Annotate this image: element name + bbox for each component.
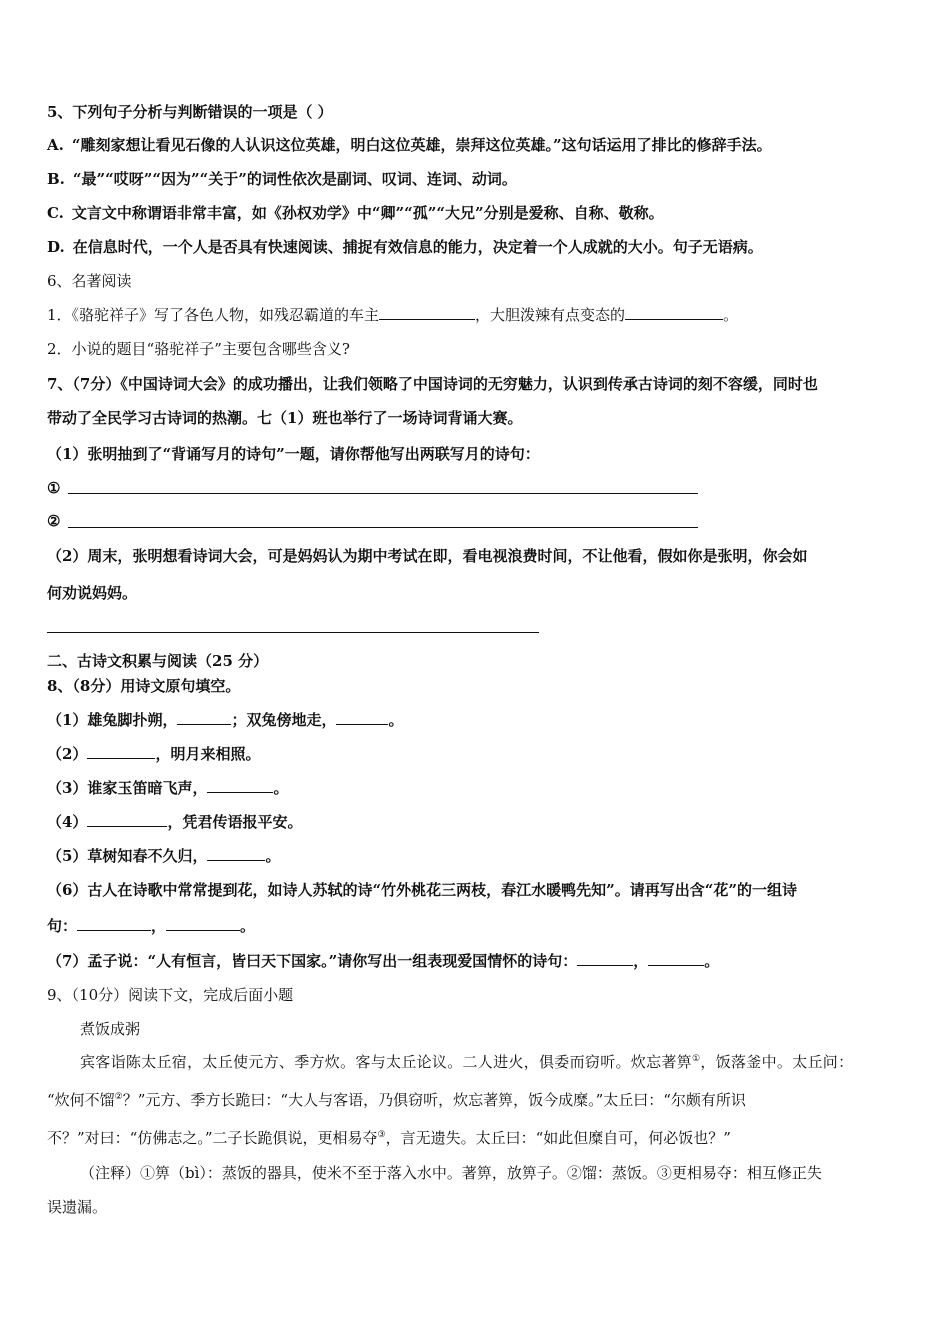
section2-title: 二、古诗文积累与阅读（25 分） [47,652,269,670]
q5-option-a: A. “雕刻家想让看见石像的人认识这位英雄，明白这位英雄，崇拜这位英雄。”这句话运用了排比的修辞手法。 [47,136,772,154]
answer-blank[interactable] [336,709,388,725]
q7-sub2-line2: 何劝说妈妈。 [47,584,138,602]
q5-option-c: C. 文言文中称谓语非常丰富，如《孙权劝学》中“卿”“孤”“大兄”分别是爱称、自称、敬称。 [47,204,664,222]
q6-stem: 6、名著阅读 [47,272,132,290]
q8-item7: （7）孟子说：“人有恒言，皆曰天下国家。”请你写出一组表现爱国情怀的诗句： ， 。 [47,952,720,970]
answer-line[interactable] [68,527,698,528]
q6-item1: 1．《骆驼祥子》写了各色人物，如残忍霸道的车主 ，大胆泼辣有点变态的 。 [47,306,739,324]
q8-item6-line2: 句： ， 。 [47,917,256,935]
q8-item1: （1）雄兔脚扑朔， ；双兔傍地走， 。 [47,711,404,729]
answer-blank[interactable] [207,777,273,793]
answer-blank[interactable] [207,845,265,861]
answer-line[interactable] [68,493,698,494]
q7-line1: 7、（7分）《中国诗词大会》的成功播出，让我们领略了中国诗词的无穷魅力，认识到传承古诗词的刻不容缓，同时也 [47,375,818,393]
q8-item2: （2） ，明月来相照。 [47,745,261,763]
q9-note-line2: 误遗漏。 [47,1198,108,1216]
answer-blank[interactable] [625,304,723,320]
q8-item4: （4） ，凭君传语报平安。 [47,813,303,831]
answer-blank[interactable] [648,950,704,966]
answer-blank[interactable] [577,950,633,966]
q7-sub2-line1: （2）周末，张明想看诗词大会，可是妈妈认为期中考试在即，看电视浪费时间，不让他看，假如你是张明，你会如 [47,547,808,565]
answer-blank[interactable] [87,743,155,759]
answer-blank[interactable] [166,915,240,931]
q5-stem: 5、下列句子分析与判断错误的一项是（ ） [47,103,333,121]
q7-line2: 带动了全民学习古诗词的热潮。七（1）班也举行了一场诗词背诵大赛。 [47,409,523,427]
answer-line[interactable] [47,632,539,633]
q9-para3: 不？”对曰：“仿佛志之。”二子长跪俱说，更相易夺③，言无遗失。太丘曰：“如此但糜自可，何必饭也？” [47,1129,731,1147]
q8-item3: （3）谁家玉笛暗飞声， 。 [47,779,289,797]
q7-sub1: （1）张明抽到了“背诵写月的诗句”一题，请你帮他写出两联写月的诗句： [47,445,540,463]
answer-blank[interactable] [87,811,167,827]
q8-item6-line1: （6）古人在诗歌中常常提到花，如诗人苏轼的诗“竹外桃花三两枝，春江水暖鸭先知”。请再写出含“花”的一组诗 [47,881,797,899]
answer-blank[interactable] [177,709,231,725]
q8-item5: （5）草树知春不久归， 。 [47,847,281,865]
q9-title: 煮饭成粥 [80,1020,141,1038]
answer-blank[interactable] [379,304,475,320]
q6-item2: 2．小说的题目“骆驼祥子”主要包含哪些含义? [47,340,350,358]
q9-para2: “炊何不馏②？”元方、季方长跪曰：“大人与客语，乃俱窃听，炊忘著箅，饭今成糜。”太丘曰：“尔颇有所识 [47,1091,746,1109]
q7-circle1-label: ① [47,479,61,497]
q9-stem: 9、（10分）阅读下文，完成后面小题 [47,986,294,1004]
answer-blank[interactable] [77,915,151,931]
q7-circle2-label: ② [47,512,61,530]
q9-para1: 宾客诣陈太丘宿，太丘使元方、季方炊。客与太丘论议。二人进火，俱委而窃听。炊忘著箅①，饭落釜中。太丘问： [80,1053,854,1071]
q5-option-d: D. 在信息时代，一个人是否具有快速阅读、捕捉有效信息的能力，决定着一个人成就的大小。句子无语病。 [47,238,763,256]
q9-note-line1: （注释）①箅（bì）：蒸饭的器具，使米不至于落入水中。著箅，放箅子。②馏：蒸饭。③更相易夺：相互修正失 [80,1164,822,1182]
q5-option-b: B. “最”“哎呀”“因为”“关于”的词性依次是副词、叹词、连词、动词。 [47,170,517,188]
q8-stem: 8、（8分）用诗文原句填空。 [47,677,241,695]
